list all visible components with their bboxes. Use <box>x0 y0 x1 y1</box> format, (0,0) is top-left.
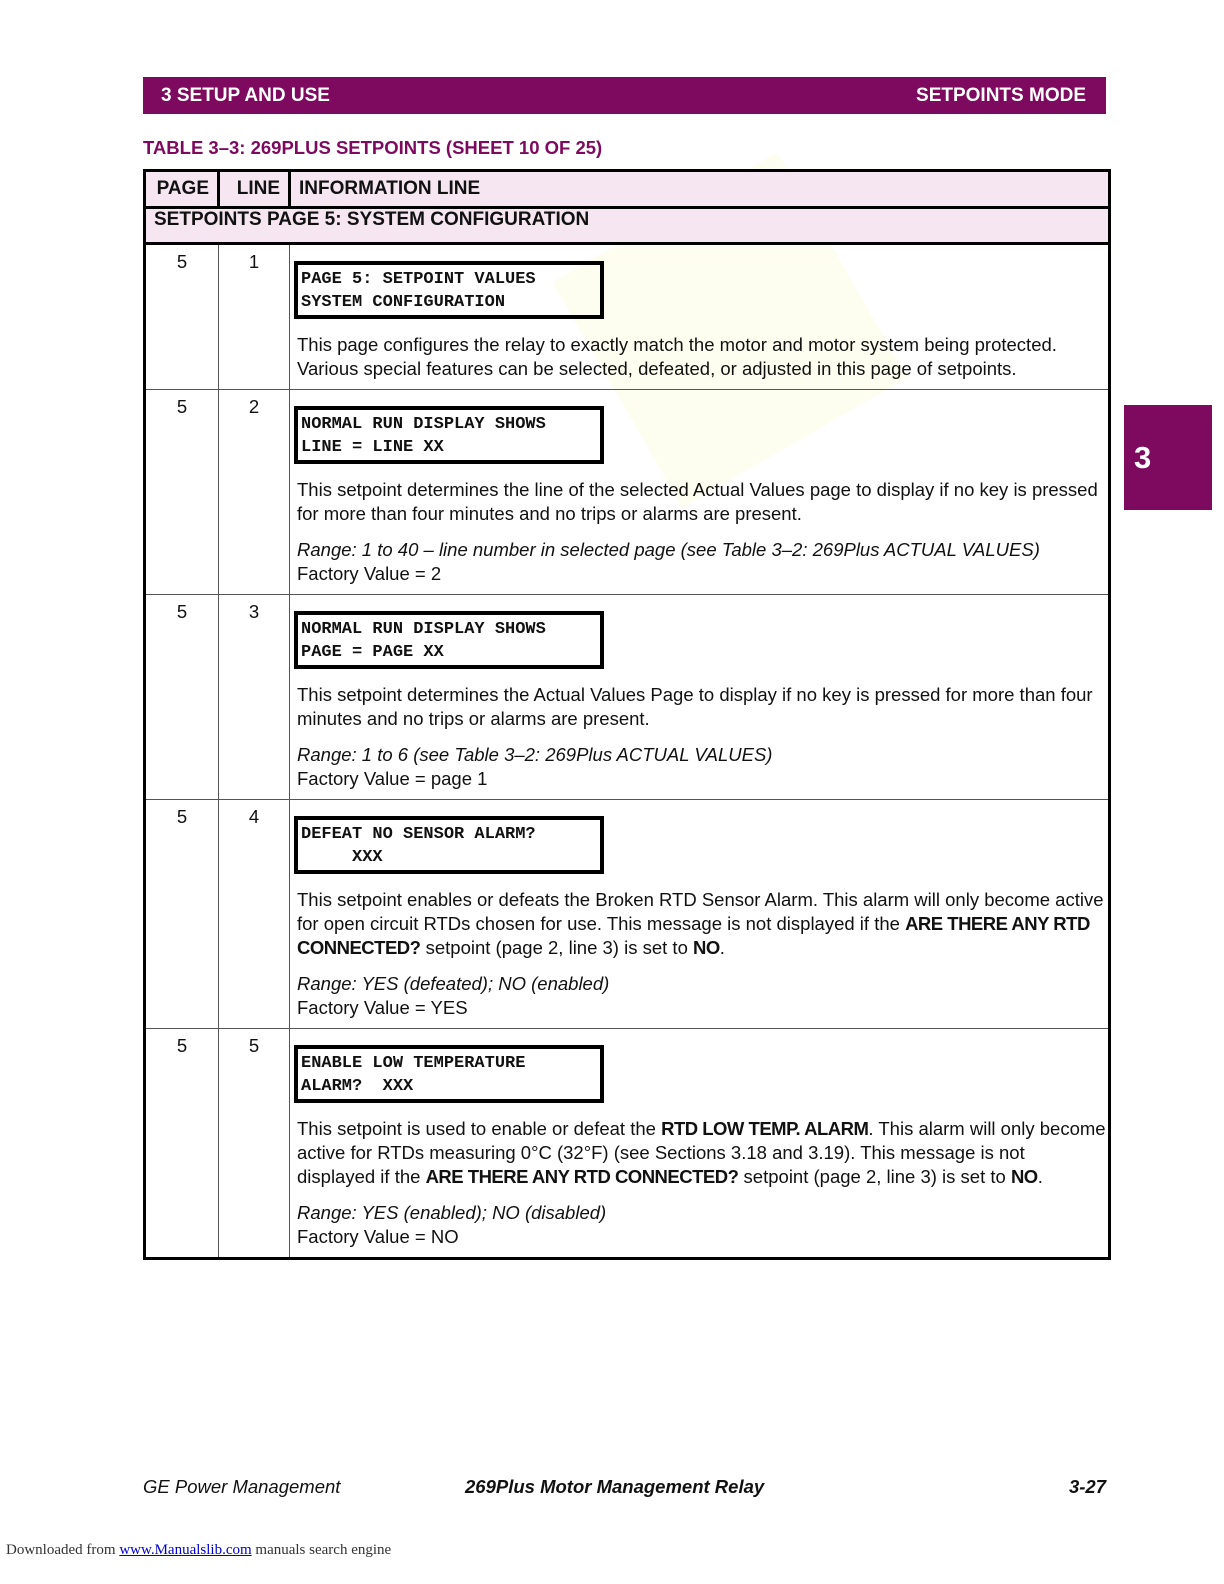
factory-value: Factory Value = YES <box>297 997 468 1018</box>
setpoint-keyword: ARE THERE ANY RTD CONNECTED? <box>297 913 1090 958</box>
page-cell: 5 <box>145 390 219 595</box>
lcd-display <box>294 1045 604 1103</box>
table-header-row <box>145 171 1110 208</box>
info-cell <box>290 390 1110 595</box>
range-text: Range: YES (enabled); NO (disabled) <box>297 1202 607 1223</box>
table-row <box>145 595 1110 800</box>
setpoint-keyword: RTD LOW TEMP. ALARM <box>661 1118 869 1139</box>
line-cell: 1 <box>219 244 290 390</box>
line-cell: 4 <box>219 800 290 1029</box>
description <box>297 1117 1108 1189</box>
chapter-tab: 3 <box>1124 405 1212 510</box>
lcd-display <box>294 406 604 464</box>
manualslib-link[interactable]: www.Manualslib.com <box>119 1542 252 1558</box>
description <box>297 888 1108 960</box>
range-text: Range: 1 to 6 (see Table 3–2: 269Plus ACTUAL VALUES) <box>297 744 773 765</box>
lcd-display <box>294 816 604 874</box>
table-title: TABLE 3–3: 269PLUS SETPOINTS (SHEET 10 OF 25) <box>143 137 603 158</box>
description-text: This setpoint enables or defeats the Broken RTD Sensor Alarm. This alarm will only become active for open circuit RTDs chosen for use. This message is not displayed if the <box>297 889 1104 934</box>
info-cell <box>290 800 1110 1029</box>
info-cell <box>290 1029 1110 1259</box>
factory-value: Factory Value = page 1 <box>297 768 488 789</box>
lcd-line-1: ENABLE LOW TEMPERATURE <box>301 1054 526 1073</box>
table-row <box>145 390 1110 595</box>
page-cell: 5 <box>145 244 219 390</box>
range-text: Range: YES (defeated); NO (enabled) <box>297 973 610 994</box>
description: This setpoint determines the line of the selected Actual Values page to display if no key is pressed for more than four minutes and no trips or alarms are present. <box>297 479 1098 524</box>
value-keyword: NO <box>1010 1166 1038 1187</box>
line-cell: 2 <box>219 390 290 595</box>
download-notice <box>6 1542 391 1559</box>
lcd-display <box>294 611 604 669</box>
info-cell <box>290 595 1110 800</box>
description: This page configures the relay to exactly match the motor and motor system being protected. Various special features can be selected, defeated, or adjusted in this page of setpoints. <box>297 334 1057 379</box>
range-text: Range: 1 to 40 – line number in selected page (see Table 3–2: 269Plus ACTUAL VALUES) <box>297 539 1040 560</box>
description-text: . <box>1037 1166 1043 1187</box>
description-text: setpoint (page 2, line 3) is set to <box>738 1166 1011 1187</box>
lcd-line-2: LINE = LINE XX <box>301 438 444 457</box>
header-info: INFORMATION LINE <box>290 171 1110 208</box>
table-row <box>145 800 1110 1029</box>
download-suffix: manuals search engine <box>251 1542 392 1558</box>
section-row <box>145 208 1110 244</box>
table-row <box>145 244 1110 390</box>
lcd-line-1: DEFEAT NO SENSOR ALARM? <box>301 825 536 844</box>
footer-company: GE Power Management <box>143 1476 341 1497</box>
description-text: This setpoint is used to enable or defeat the <box>297 1118 662 1139</box>
lcd-line-1: PAGE 5: SETPOINT VALUES <box>301 270 536 289</box>
section-title-cell: SETPOINTS PAGE 5: SYSTEM CONFIGURATION <box>145 208 1110 244</box>
factory-value: Factory Value = NO <box>297 1226 459 1247</box>
line-cell: 3 <box>219 595 290 800</box>
page-cell: 5 <box>145 595 219 800</box>
description-text: . This alarm will only become active for RTDs measuring 0°C (32°F) (see Sections 3.18 and 3.19). This message is not displayed if the <box>297 1118 1106 1187</box>
description-text: setpoint (page 2, line 3) is set to <box>420 937 693 958</box>
value-keyword: NO <box>693 937 720 958</box>
lcd-line-1: NORMAL RUN DISPLAY SHOWS <box>301 415 546 434</box>
table-row <box>145 1029 1110 1259</box>
factory-value: Factory Value = 2 <box>297 563 442 584</box>
lcd-line-2: XXX <box>301 848 383 867</box>
setpoint-keyword: ARE THERE ANY RTD CONNECTED? <box>425 1166 739 1187</box>
page-cell: 5 <box>145 800 219 1029</box>
lcd-display <box>294 261 604 319</box>
chapter-title: 3 SETUP AND USE <box>161 84 330 106</box>
download-prefix: Downloaded from <box>6 1542 120 1558</box>
lcd-line-2: SYSTEM CONFIGURATION <box>301 293 506 312</box>
footer-page-number: 3-27 <box>1068 1476 1106 1497</box>
page-cell: 5 <box>145 1029 219 1259</box>
info-cell <box>290 244 1110 390</box>
lcd-line-2: PAGE = PAGE XX <box>301 643 444 662</box>
header-page: PAGE <box>145 171 219 208</box>
description: This setpoint determines the Actual Values Page to display if no key is pressed for more than four minutes and no trips or alarms are present. <box>297 684 1093 729</box>
description-text: . <box>719 937 725 958</box>
page-footer <box>143 1476 1106 1500</box>
lcd-line-1: NORMAL RUN DISPLAY SHOWS <box>301 620 546 639</box>
header-line: LINE <box>219 171 290 208</box>
lcd-line-2: ALARM? XXX <box>301 1077 414 1096</box>
footer-product: 269Plus Motor Management Relay <box>465 1476 765 1497</box>
setpoints-table <box>143 169 1111 1260</box>
chapter-header <box>143 77 1106 114</box>
line-cell: 5 <box>219 1029 290 1259</box>
section-title: SETPOINTS MODE <box>916 84 1086 106</box>
